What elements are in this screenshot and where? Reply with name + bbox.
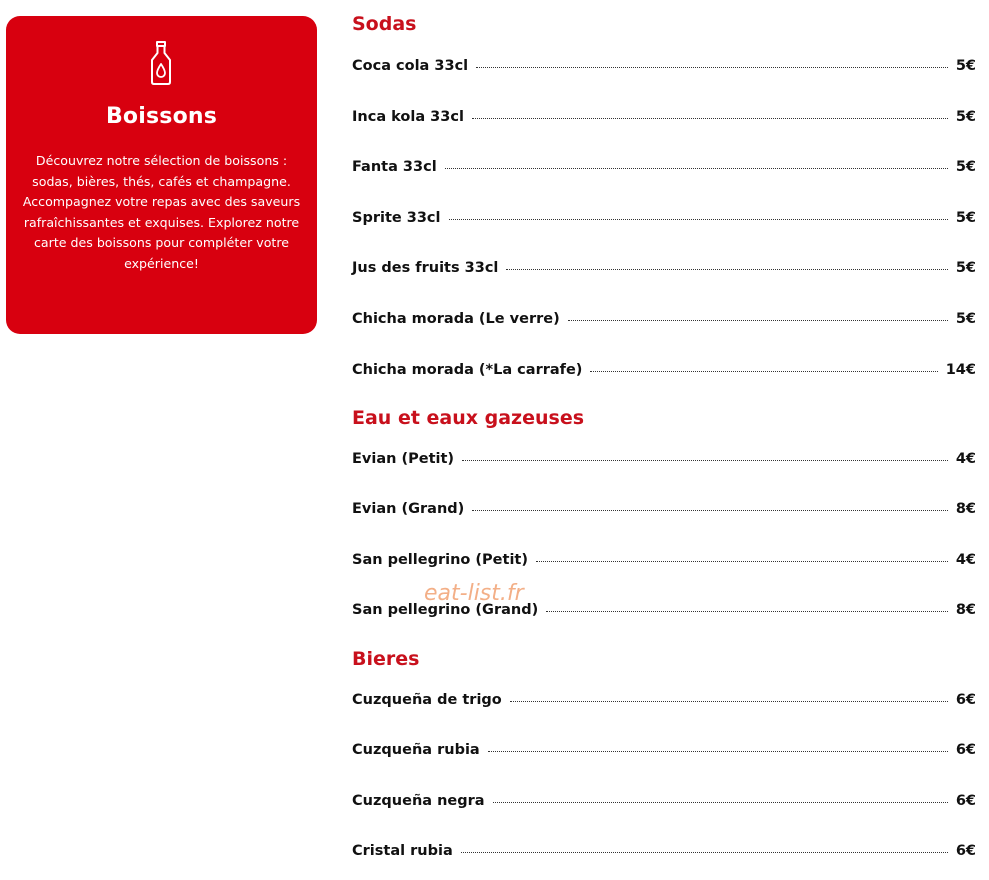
menu-item [352, 689, 976, 711]
section-title-eau: Eau et eaux gazeuses [352, 407, 585, 429]
dotted-leader [472, 118, 948, 119]
menu-item [352, 55, 976, 77]
item-name: Chicha morada (Le verre) [352, 311, 560, 327]
dotted-leader [462, 460, 948, 461]
dotted-leader [590, 371, 937, 372]
dotted-leader [546, 611, 948, 612]
item-price: 14€ [945, 362, 976, 378]
menu-item [352, 156, 976, 178]
dotted-leader [536, 561, 948, 562]
menu-item [352, 448, 976, 470]
item-price: 5€ [955, 109, 976, 125]
item-price: 6€ [955, 793, 976, 809]
dotted-leader [476, 67, 948, 68]
item-name: Evian (Petit) [352, 451, 455, 467]
item-name: Evian (Grand) [352, 501, 465, 517]
item-name: Cuzqueña de trigo [352, 692, 502, 708]
dotted-leader [461, 852, 948, 853]
item-name: San pellegrino (Grand) [352, 602, 539, 618]
card-title: Boissons [105, 104, 218, 129]
item-price: 8€ [955, 501, 976, 517]
item-name: Cristal rubia [352, 843, 453, 859]
item-name: Chicha morada (*La carrafe) [352, 362, 583, 378]
item-price: 5€ [955, 210, 976, 226]
item-name: Jus des fruits 33cl [352, 260, 499, 276]
item-name: Fanta 33cl [352, 159, 437, 175]
dotted-leader [568, 320, 948, 321]
menu-item [352, 308, 976, 330]
boissons-intro-card [6, 16, 317, 334]
item-price: 8€ [955, 602, 976, 618]
item-price: 5€ [955, 260, 976, 276]
card-description: Découvrez notre sélection de boissons : sodas, bières, thés, cafés et champagne. Accompagnez votre repas avec des saveurs rafraîchissantes et exquises. Explorez notre carte des boissons pour compléter votre expérience! [22, 153, 301, 271]
menu-item [352, 257, 976, 279]
section-title-bieres: Bieres [352, 648, 420, 670]
menu-item [352, 739, 976, 761]
menu-item [352, 207, 976, 229]
section-title-sodas: Sodas [352, 13, 417, 35]
menu-item [352, 840, 976, 862]
item-price: 5€ [955, 159, 976, 175]
menu-item [352, 549, 976, 571]
item-name: Sprite 33cl [352, 210, 441, 226]
item-price: 5€ [955, 311, 976, 327]
item-name: Coca cola 33cl [352, 58, 469, 74]
bottle-icon [148, 40, 174, 86]
dotted-leader [445, 168, 948, 169]
item-price: 5€ [955, 58, 976, 74]
item-price: 6€ [955, 843, 976, 859]
dotted-leader [449, 219, 948, 220]
menu-item [352, 790, 976, 812]
item-name: Cuzqueña negra [352, 793, 485, 809]
item-name: Inca kola 33cl [352, 109, 464, 125]
dotted-leader [510, 701, 948, 702]
dotted-leader [488, 751, 948, 752]
item-price: 6€ [955, 742, 976, 758]
dotted-leader [472, 510, 948, 511]
item-price: 6€ [955, 692, 976, 708]
menu-item [352, 359, 976, 381]
watermark: eat-list.fr [424, 581, 524, 606]
menu-item [352, 498, 976, 520]
dotted-leader [493, 802, 948, 803]
item-name: Cuzqueña rubia [352, 742, 480, 758]
item-price: 4€ [955, 451, 976, 467]
item-name: San pellegrino (Petit) [352, 552, 528, 568]
item-price: 4€ [955, 552, 976, 568]
menu-item [352, 106, 976, 128]
dotted-leader [506, 269, 947, 270]
